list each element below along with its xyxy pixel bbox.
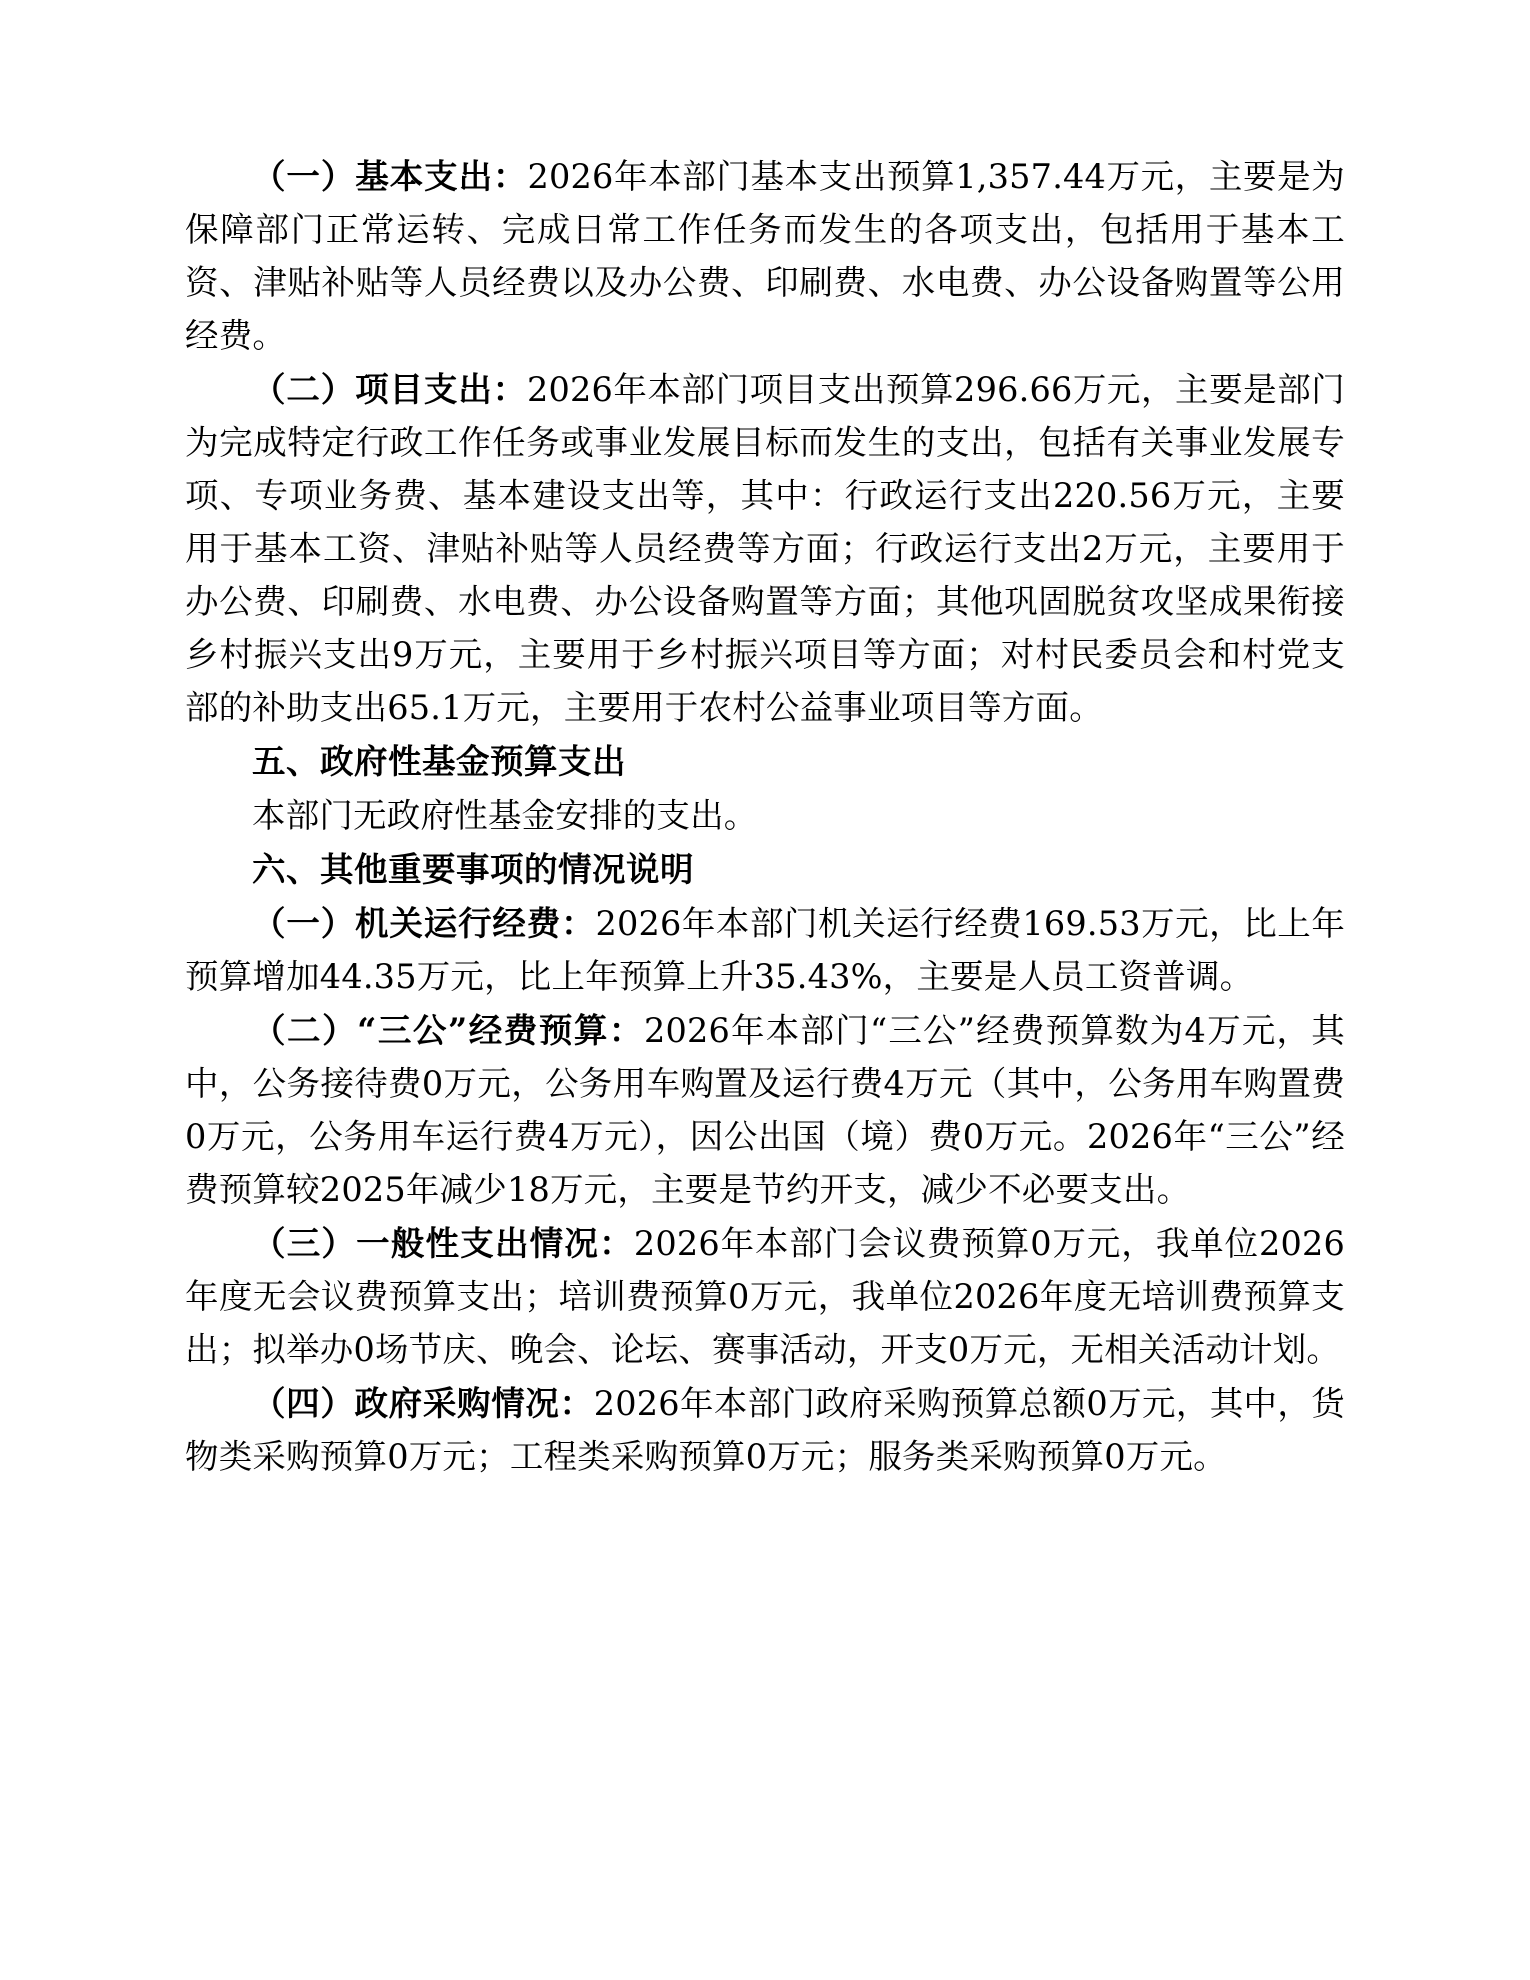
paragraph-basic-expenditure [185, 150, 1345, 362]
paragraph-lead-general-expenditure: （三）一般性支出情况： [252, 1224, 634, 1263]
paragraph-body-agency-operating-cost: 2026年本部门机关运行经费169.53万元，比上年预算增加44.35万元，比上年预算上升35.43%，主要是人员工资普调。 [185, 904, 1346, 996]
heading-section-six: 六、其他重要事项的情况说明 [252, 850, 694, 889]
paragraph-lead-agency-operating-cost: （一）机关运行经费： [252, 904, 596, 943]
paragraph-lead-government-procurement: （四）政府采购情况： [252, 1384, 594, 1423]
paragraph-body-general-expenditure: 2026年本部门会议费预算0万元，我单位2026年度无会议费预算支出；培训费预算0万元，我单位2026年度无培训费预算支出；拟举办0场节庆、晚会、论坛、赛事活动，开支0万元，无相关活动计划。 [185, 1224, 1346, 1369]
paragraph-project-expenditure [185, 363, 1345, 734]
paragraph-section-five-body: 本部门无政府性基金安排的支出。 [252, 796, 758, 835]
paragraph-body-basic-expenditure: 2026年本部门基本支出预算1,357.44万元，主要是为保障部门正常运转、完成日常工作任务而发生的各项支出，包括用于基本工资、津贴补贴等人员经费以及办公费、印刷费、水电费、办公设备购置等公用经费。 [185, 157, 1346, 355]
paragraph-three-public-budget [185, 1004, 1345, 1216]
paragraph-general-expenditure [185, 1217, 1345, 1376]
paragraph-body-project-expenditure: 2026年本部门项目支出预算296.66万元，主要是部门为完成特定行政工作任务或事业发展目标而发生的支出，包括有关事业发展专项、专项业务费、基本建设支出等，其中：行政运行支出220.56万元，主要用于基本工资、津贴补贴等人员经费等方面；行政运行支出2万元，主要用于办公费、印刷费、水电费、办公设备购置等方面；其他巩固脱贫攻坚成果衔接乡村振兴支出9万元，主要用于乡村振兴项目等方面；对村民委员会和村党支部的补助支出65.1万元，主要用于农村公益事业项目等方面。 [185, 370, 1346, 727]
paragraph-lead-three-public-budget: （二）“三公”经费预算： [252, 1011, 644, 1050]
paragraph-body-three-public-budget: 2026年本部门“三公”经费预算数为4万元，其中，公务接待费0万元，公务用车购置及运行费4万元（其中，公务用车购置费0万元，公务用车运行费4万元），因公出国（境）费0万元。2026年“三公”经费预算较2025年减少18万元，主要是节约开支，减少不必要支出。 [185, 1011, 1345, 1209]
paragraph-government-procurement [185, 1377, 1345, 1483]
paragraph-agency-operating-cost [185, 897, 1345, 1003]
paragraph-lead-basic-expenditure: （一）基本支出： [252, 157, 528, 196]
paragraph-lead-project-expenditure: （二）项目支出： [252, 370, 527, 409]
paragraph-body-government-procurement: 2026年本部门政府采购预算总额0万元，其中，货物类采购预算0万元；工程类采购预算0万元；服务类采购预算0万元。 [185, 1384, 1346, 1476]
heading-section-five: 五、政府性基金预算支出 [252, 742, 626, 781]
